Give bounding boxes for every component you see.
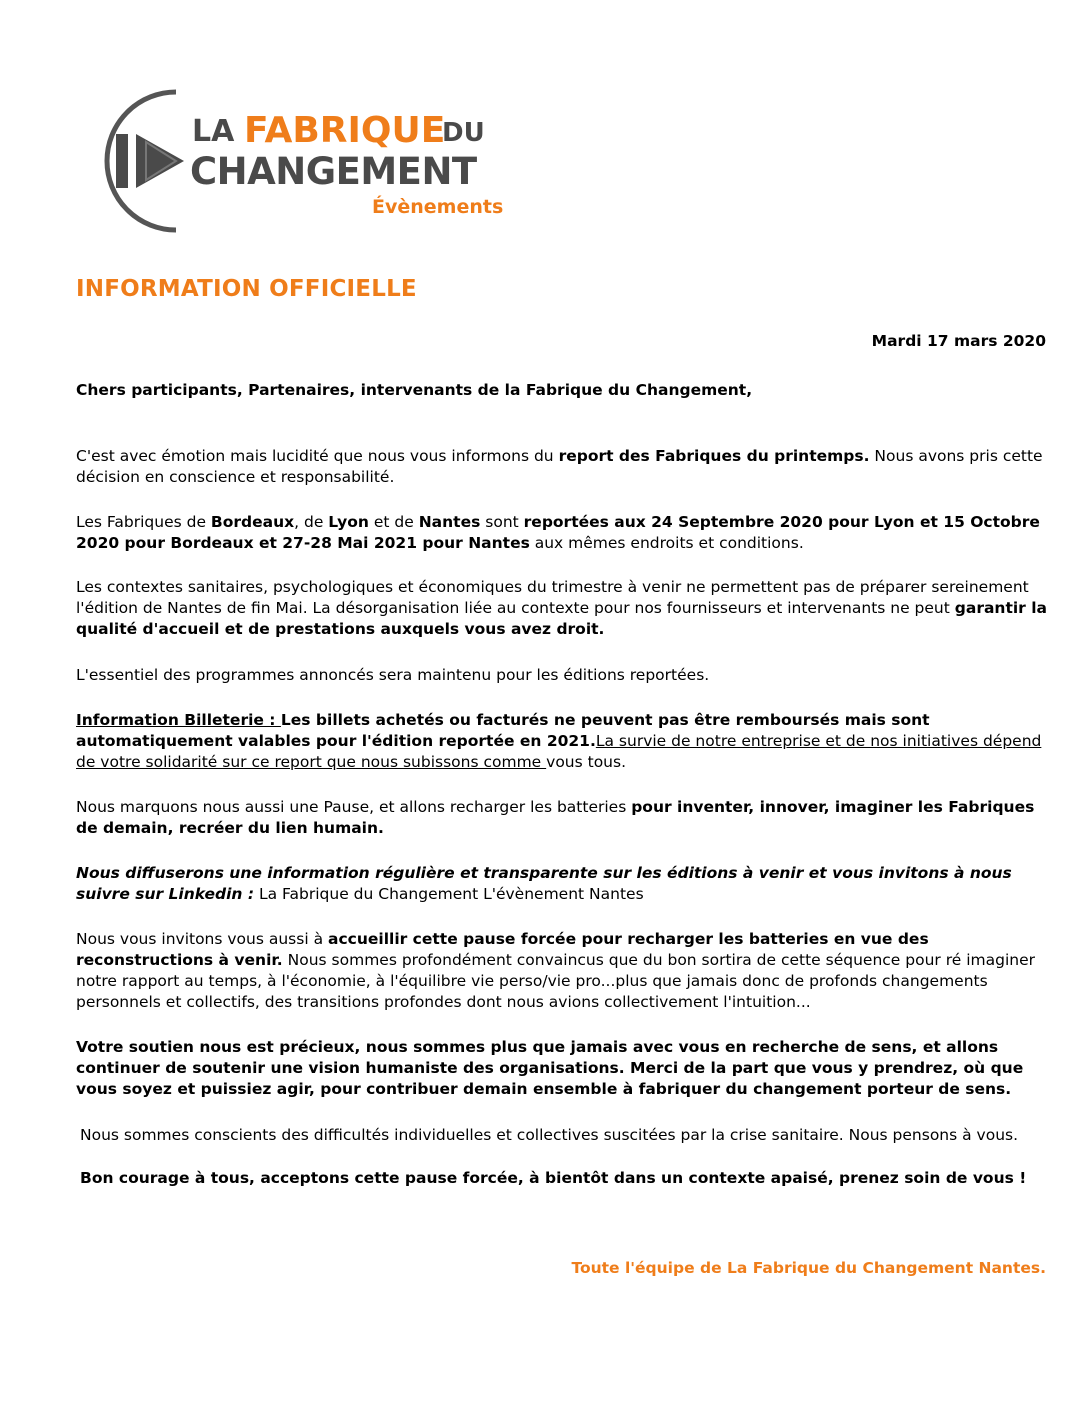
play-bar-icon [116,134,128,188]
paragraph-6: Nous marquons nous aussi une Pause, et allons recharger les batteries pour inventer, innover, imaginer les Fabriques de demain, recréer du lien humain. [76,798,1035,837]
paragraph-1: C'est avec émotion mais lucidité que nous vous informons du report des Fabriques du printemps. Nous avons pris cette décision en conscience et responsabilité. [76,447,1043,486]
paragraph-10: Nous sommes conscients des difficultés individuelles et collectives suscitées par la crise sanitaire. Nous pensons à vous. [80,1126,1019,1144]
logo-la: LA [192,114,235,149]
billetterie-label: Information Billeterie : [76,711,281,729]
company-logo [76,86,516,236]
paragraph-2: Les Fabriques de Bordeaux, de Lyon et de Nantes sont reportées aux 24 Septembre 2020 pour Lyon et 15 Octobre 2020 pour Bordeaux et 27-28 Mai 2021 pour Nantes aux mêmes endroits et conditions. [76,513,1040,552]
logo-evenements: Évènements [372,196,504,218]
logo-du: DU [442,118,485,148]
paragraph-8: Nous vous invitons vous aussi à accueillir cette pause forcée pour recharger les batteries en vue des reconstructions à venir. Nous sommes profondément convaincus que du bon sortira de cette séquence pour ré imaginer notre rapport au temps, à l'économie, à l'équilibre vie perso/vie pro...plus que jamais donc de profonds changements personnels et collectifs, des transitions profondes dont nous avions collectivement l'intuition... [76,930,1035,1011]
paragraph-4: L'essentiel des programmes annoncés sera maintenu pour les éditions reportées. [76,666,710,684]
logo-changement: CHANGEMENT [190,150,477,193]
paragraph-linkedin: Nous diffuserons une information régulière et transparente sur les éditions à venir et vous invitons à nous suivre sur Linkedin : La Fabrique du Changement L'évènement Nantes [76,864,1012,903]
page-title: INFORMATION OFFICIELLE [76,276,417,302]
letter-date: Mardi 17 mars 2020 [871,332,1046,350]
paragraph-11: Bon courage à tous, acceptons cette pause forcée, à bientôt dans un contexte apaisé, prenez soin de vous ! [80,1169,1027,1187]
logo-fabrique: FABRIQUE [244,110,446,151]
paragraph-billetterie: Information Billeterie : Les billets achetés ou facturés ne peuvent pas être remboursés mais sont automatiquement valables pour l'édition reportée en 2021.La survie de notre entreprise et de nos initiatives dépend de votre solidarité sur ce report que nous subissons comme vous tous. [76,711,1042,771]
paragraph-3: Les contextes sanitaires, psychologiques et économiques du trimestre à venir ne permettent pas de préparer sereinement l'édition de Nantes de fin Mai. La désorganisation liée au contexte pour nos fournisseurs et intervenants ne peut garantir la qualité d'accueil et de prestations auxquels vous avez droit. [76,578,1047,638]
signature: Toute l'équipe de La Fabrique du Changement Nantes. [571,1259,1046,1277]
salutation: Chers participants, Partenaires, intervenants de la Fabrique du Changement, [76,381,753,399]
paragraph-9: Votre soutien nous est précieux, nous sommes plus que jamais avec vous en recherche de sens, et allons continuer de soutenir une vision humaniste des organisations. Merci de la part que vous y prendrez, où que vous soyez et puissiez agir, pour contribuer demain ensemble à fabriquer du changement porteur de sens. [76,1038,1024,1098]
